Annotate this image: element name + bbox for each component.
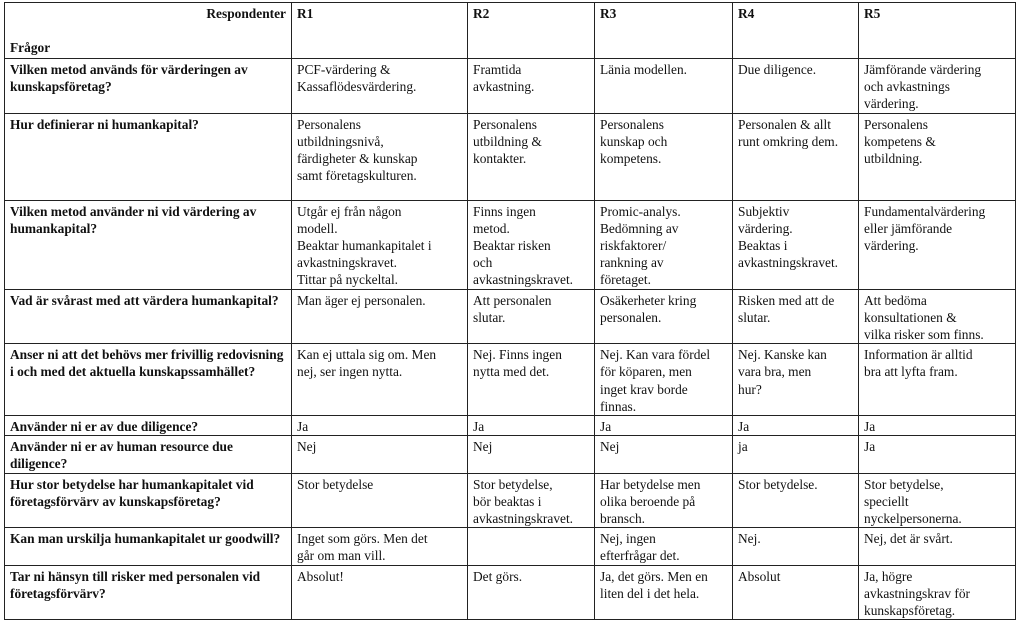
answer-cell-r1: Ja: [292, 416, 468, 436]
question-cell: Hur stor betydelse har humankapitalet vid företagsförvärv av kunskapsföretag?: [5, 473, 292, 528]
answer-cell-r2: Personalens utbildning & kontakter.: [468, 113, 595, 200]
answer-cell-r3: Osäkerheter kring personalen.: [595, 289, 733, 344]
question-cell: Vilken metod använder ni vid värdering av humankapital?: [5, 200, 292, 289]
answer-cell-r5: Personalens kompetens & utbildning.: [859, 113, 1016, 200]
answer-cell-r5: Fundamentalvärdering eller jämförande värdering.: [859, 200, 1016, 289]
answer-cell-r4: Subjektiv värdering. Beaktas i avkastningskravet.: [733, 200, 859, 289]
answer-cell-r2: Finns ingen metod. Beaktar risken och avkastningskravet.: [468, 200, 595, 289]
answer-cell-r1: Nej: [292, 436, 468, 473]
answer-cell-r4: Risken med att de slutar.: [733, 289, 859, 344]
answer-cell-r3: Nej, ingen efterfrågar det.: [595, 528, 733, 565]
question-row: [5, 528, 1016, 565]
header-corner-cell: [5, 3, 292, 59]
answer-cell-r2: Ja: [468, 416, 595, 436]
answer-cell-r4: Stor betydelse.: [733, 473, 859, 528]
answer-cell-r5: Att bedöma konsultationen & vilka risker som finns.: [859, 289, 1016, 344]
answer-cell-r4: Absolut: [733, 565, 859, 620]
answer-cell-r3: Har betydelse men olika beroende på bransch.: [595, 473, 733, 528]
answer-cell-r2: [468, 528, 595, 565]
question-cell: Hur definierar ni humankapital?: [5, 113, 292, 200]
answer-cell-r1: Stor betydelse: [292, 473, 468, 528]
respondent-header-r2: R2: [468, 3, 595, 59]
answer-cell-r5: Ja, högre avkastningskrav för kunskapsföretag.: [859, 565, 1016, 620]
answer-cell-r1: Personalens utbildningsnivå, färdigheter & kunskap samt företagskulturen.: [292, 113, 468, 200]
question-row: [5, 113, 1016, 200]
answer-cell-r4: Nej.: [733, 528, 859, 565]
answer-cell-r5: Nej, det är svårt.: [859, 528, 1016, 565]
answer-cell-r2: Stor betydelse, bör beaktas i avkastningskravet.: [468, 473, 595, 528]
question-cell: Vilken metod används för värderingen av kunskapsföretag?: [5, 59, 292, 114]
answer-cell-r1: Kan ej uttala sig om. Men nej, ser ingen nytta.: [292, 344, 468, 416]
fragor-label: Frågor: [10, 40, 51, 56]
question-cell: Använder ni er av human resource due diligence?: [5, 436, 292, 473]
answer-cell-r3: Nej: [595, 436, 733, 473]
answer-cell-r1: Man äger ej personalen.: [292, 289, 468, 344]
answer-cell-r5: Jämförande värdering och avkastnings värdering.: [859, 59, 1016, 114]
answer-cell-r2: Det görs.: [468, 565, 595, 620]
answer-cell-r4: Nej. Kanske kan vara bra, men hur?: [733, 344, 859, 416]
answer-cell-r5: Ja: [859, 436, 1016, 473]
answer-cell-r1: Inget som görs. Men det går om man vill.: [292, 528, 468, 565]
answer-cell-r4: Ja: [733, 416, 859, 436]
respondenter-label: Respondenter: [206, 6, 286, 21]
question-row: [5, 59, 1016, 114]
answer-cell-r3: Ja, det görs. Men en liten del i det hela.: [595, 565, 733, 620]
question-row: [5, 200, 1016, 289]
question-row: [5, 416, 1016, 436]
question-cell: Anser ni att det behövs mer frivillig redovisning i och med det aktuella kunskapssamhället?: [5, 344, 292, 416]
question-cell: Kan man urskilja humankapitalet ur goodwill?: [5, 528, 292, 565]
question-row: [5, 344, 1016, 416]
answer-cell-r2: Nej. Finns ingen nytta med det.: [468, 344, 595, 416]
survey-table: [4, 2, 1016, 620]
respondent-header-r5: R5: [859, 3, 1016, 59]
question-cell: Använder ni er av due diligence?: [5, 416, 292, 436]
answer-cell-r1: Absolut!: [292, 565, 468, 620]
question-row: [5, 473, 1016, 528]
answer-cell-r2: Framtida avkastning.: [468, 59, 595, 114]
answer-cell-r4: Personalen & allt runt omkring dem.: [733, 113, 859, 200]
answer-cell-r4: ja: [733, 436, 859, 473]
answer-cell-r3: Personalens kunskap och kompetens.: [595, 113, 733, 200]
question-row: [5, 436, 1016, 473]
answer-cell-r5: Ja: [859, 416, 1016, 436]
answer-cell-r1: PCF-värdering & Kassaflödesvärdering.: [292, 59, 468, 114]
question-cell: Tar ni hänsyn till risker med personalen vid företagsförvärv?: [5, 565, 292, 620]
answer-cell-r5: Stor betydelse, speciellt nyckelpersonerna.: [859, 473, 1016, 528]
respondent-header-r4: R4: [733, 3, 859, 59]
answer-cell-r5: Information är alltid bra att lyfta fram.: [859, 344, 1016, 416]
answer-cell-r4: Due diligence.: [733, 59, 859, 114]
answer-cell-r3: Ja: [595, 416, 733, 436]
answer-cell-r2: Nej: [468, 436, 595, 473]
question-row: [5, 289, 1016, 344]
answer-cell-r1: Utgår ej från någon modell. Beaktar humankapitalet i avkastningskravet. Tittar på nyckeltal.: [292, 200, 468, 289]
answer-cell-r3: Nej. Kan vara fördel för köparen, men inget krav borde finnas.: [595, 344, 733, 416]
answer-cell-r3: Länia modellen.: [595, 59, 733, 114]
answer-cell-r2: Att personalen slutar.: [468, 289, 595, 344]
question-row: [5, 565, 1016, 620]
header-row: [5, 3, 1016, 59]
respondent-header-r1: R1: [292, 3, 468, 59]
answer-cell-r3: Promic-analys. Bedömning av riskfaktorer/ rankning av företaget.: [595, 200, 733, 289]
respondent-header-r3: R3: [595, 3, 733, 59]
question-cell: Vad är svårast med att värdera humankapital?: [5, 289, 292, 344]
